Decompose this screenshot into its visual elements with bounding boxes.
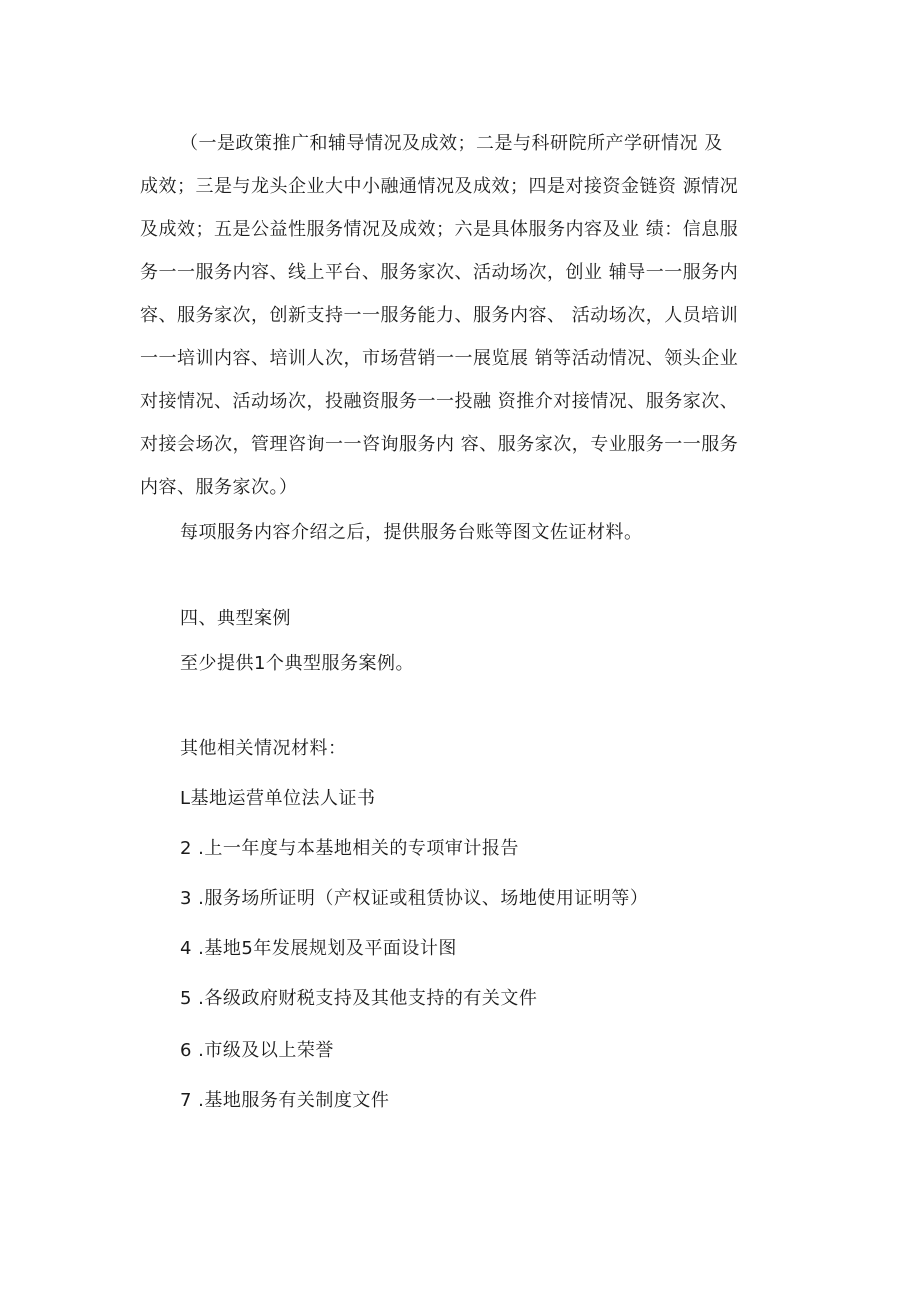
paragraph-line: 内容、服务家次。） — [140, 477, 298, 498]
paragraph-line: 对接情况、活动场次，投融资服务一一投融 资推介对接情况、服务家次、 — [140, 391, 739, 412]
list-item: 3 .服务场所证明（产权证或租赁协议、场地使用证明等） — [180, 888, 649, 909]
paragraph-line: （一是政策推广和辅导情况及成效；二是与科研院所产学研情况 及 — [180, 133, 723, 154]
section-4-title: 四、典型案例 — [180, 608, 291, 629]
paragraph-line: 容、服务家次，创新支持一一服务能力、服务内容、 活动场次，人员培训 — [140, 305, 739, 326]
paragraph-line: 务一一服务内容、线上平台、服务家次、活动场次，创业 辅导一一服务内 — [140, 262, 739, 283]
paragraph-line: 及成效；五是公益性服务情况及成效；六是具体服务内容及业 绩：信息服 — [140, 219, 739, 240]
list-item: 2 .上一年度与本基地相关的专项审计报告 — [180, 838, 519, 859]
evidence-note: 每项服务内容介绍之后，提供服务台账等图文佐证材料。 — [180, 522, 643, 543]
paragraph-line: 一一培训内容、培训人次，市场营销一一展览展 销等活动情况、领头企业 — [140, 348, 739, 369]
list-item: 5 .各级政府财税支持及其他支持的有关文件 — [180, 988, 538, 1009]
list-item: 4 .基地5年发展规划及平面设计图 — [180, 938, 457, 959]
section-4-body: 至少提供1个典型服务案例。 — [180, 653, 414, 674]
list-item: L基地运营单位法人证书 — [180, 788, 376, 809]
paragraph-line: 对接会场次，管理咨询一一咨询服务内 容、服务家次，专业服务一一服务 — [140, 434, 739, 455]
other-materials-title: 其他相关情况材料： — [180, 738, 347, 759]
list-item: 7 .基地服务有关制度文件 — [180, 1090, 390, 1111]
list-item: 6 .市级及以上荣誉 — [180, 1040, 334, 1061]
paragraph-line: 成效；三是与龙头企业大中小融通情况及成效；四是对接资金链资 源情况 — [140, 176, 739, 197]
